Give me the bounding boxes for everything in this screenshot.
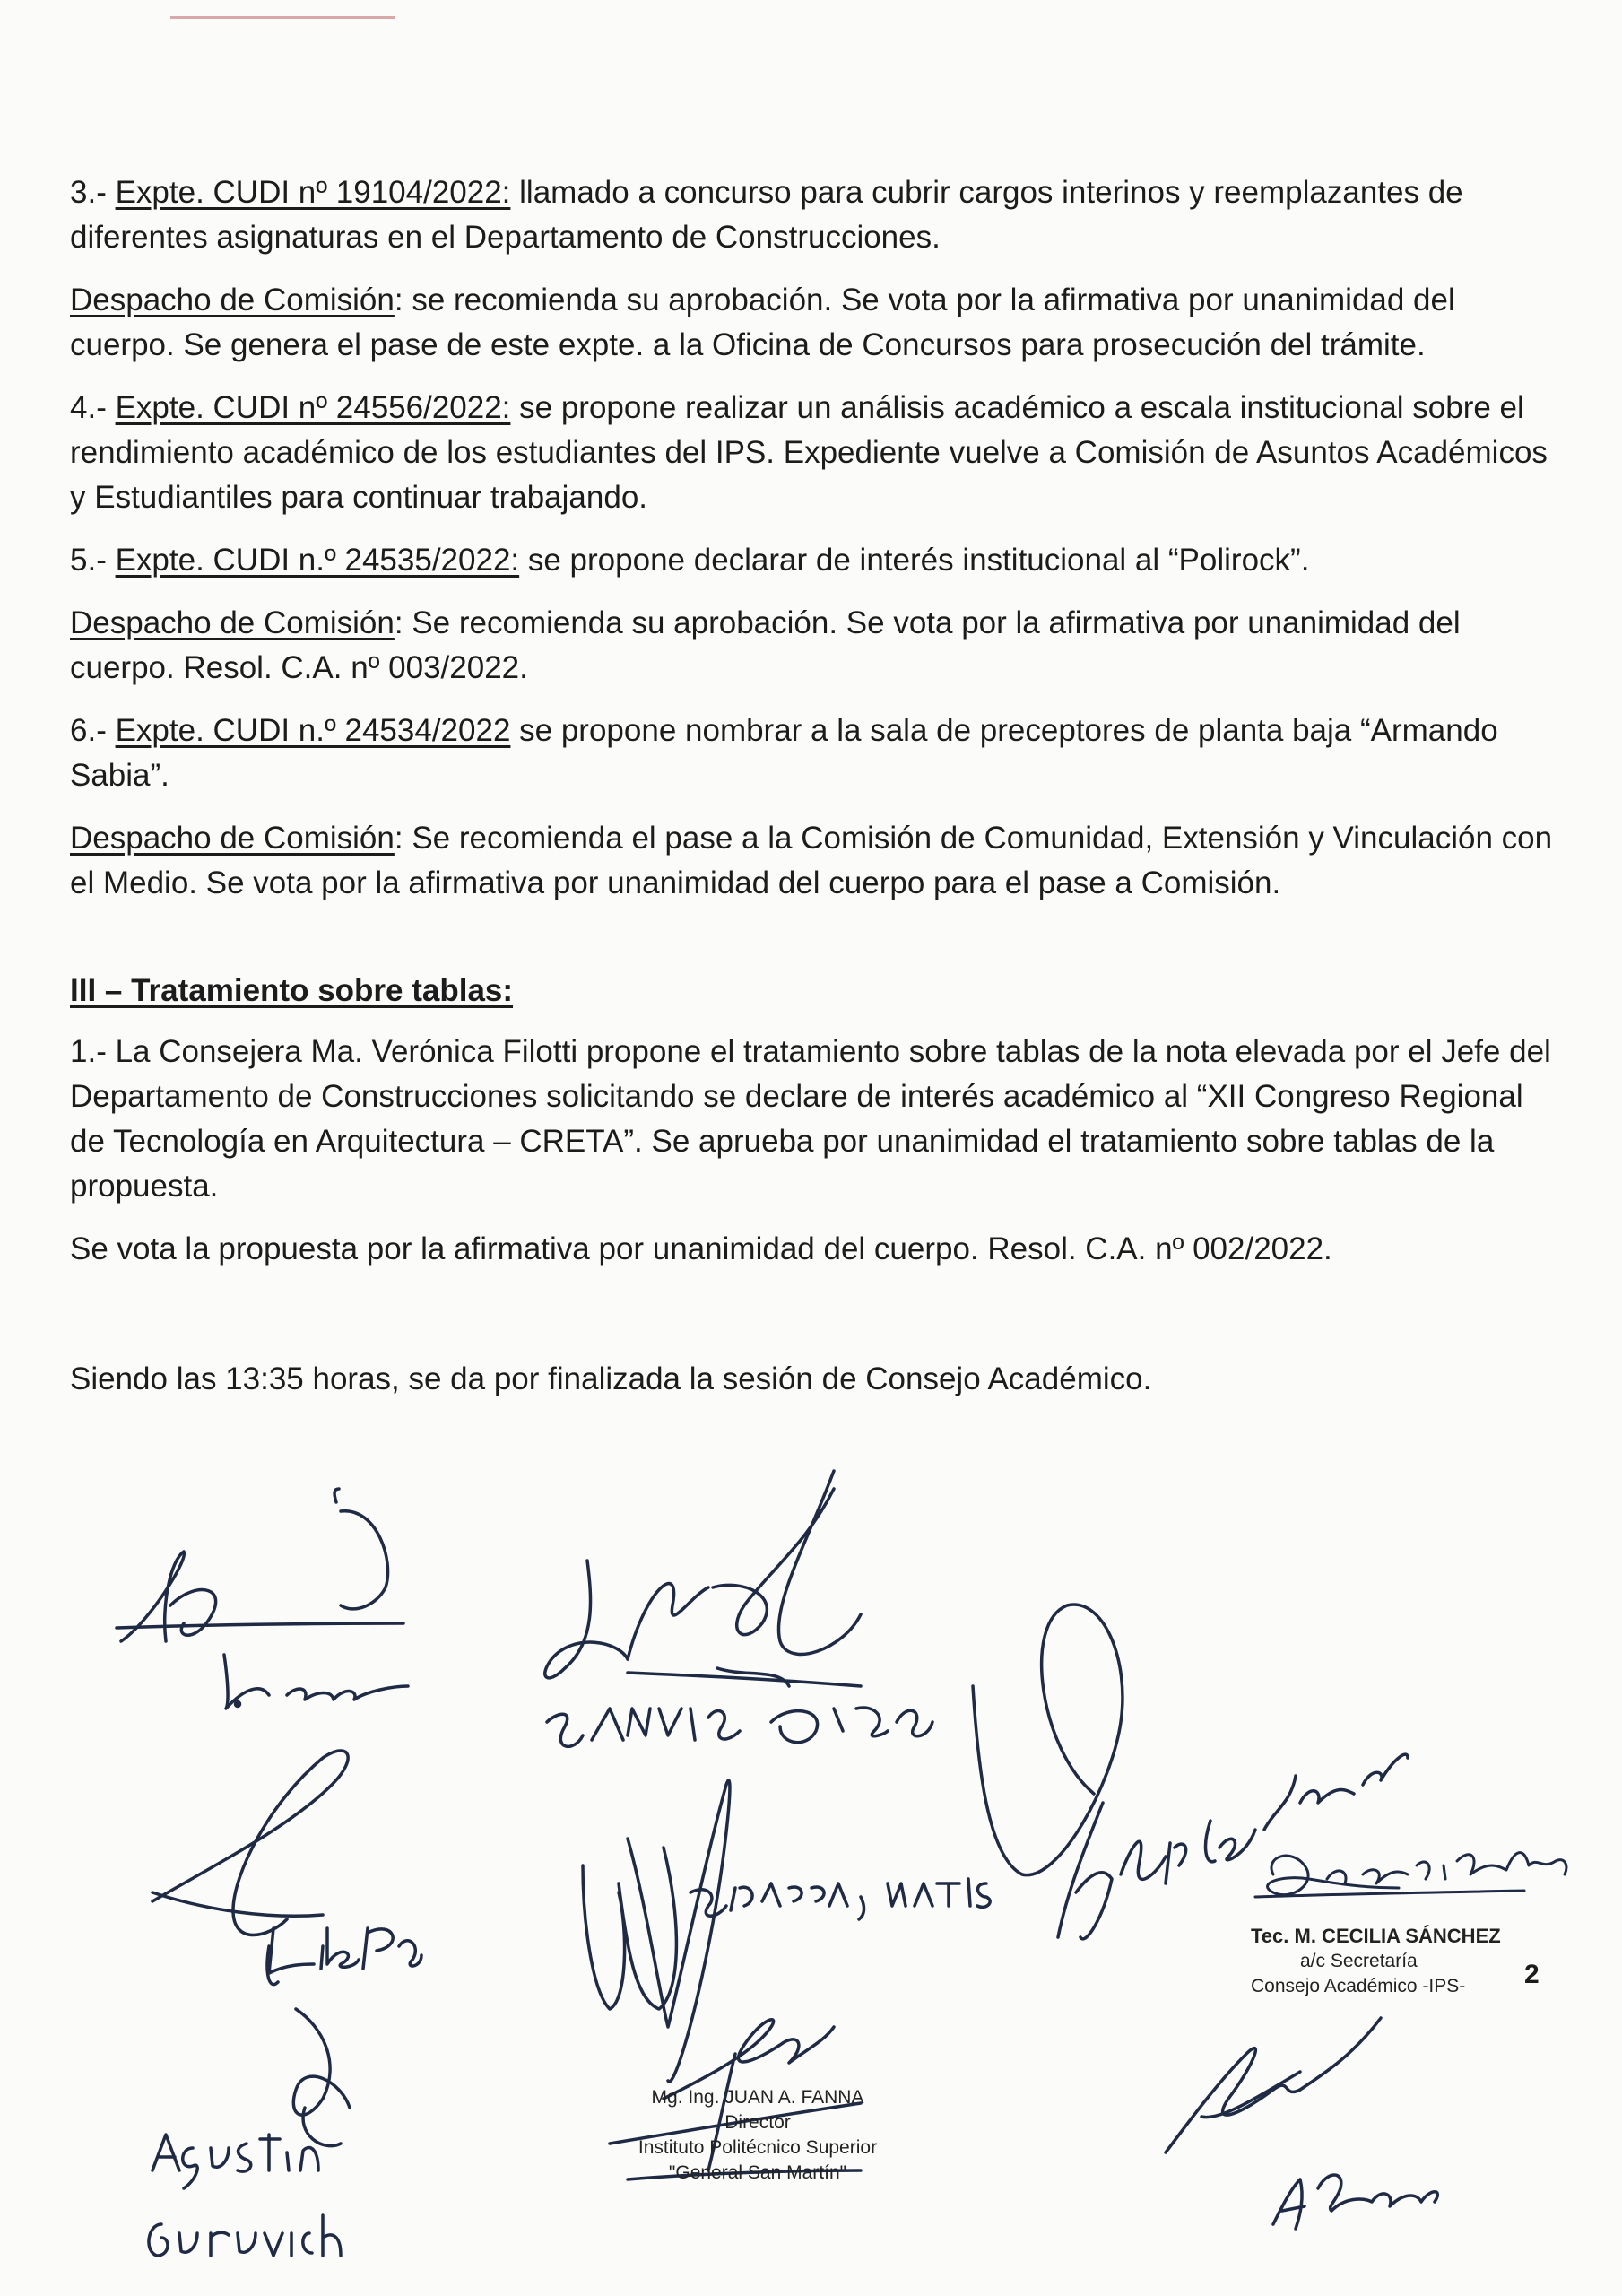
stamp-secretaria — [1251, 1924, 1501, 1999]
stamp-line: Mg. Ing. JUAN A. FANNA — [651, 2087, 864, 2108]
despacho-5: Despacho de Comisión: Se recomienda su aprobación. Se vota por la afirmativa por unanimidad del cuerpo. Resol. C.A. nº 003/2022. — [70, 605, 1461, 685]
expediente-ref: Expte. CUDI nº 24556/2022: — [115, 390, 511, 425]
expediente-ref: Expte. CUDI n.º 24535/2022: — [115, 543, 520, 578]
signature-sanchez-diego — [545, 1471, 932, 1746]
item-5: 5.- Expte. CUDI n.º 24535/2022: se propone declarar de interés institucional al “Polirock”. — [70, 543, 1310, 578]
stamp-line: "General San Martín" — [668, 2162, 847, 2183]
section3-item-1: 1.- La Consejera Ma. Verónica Filotti propone el tratamiento sobre tablas de la nota elevada por el Jefe del Departamento de Construcciones solicitando se declare de interés académico al “XII Congreso Regional de Tecnología en Arquitectura – CRETA”. Se aprueba por unanimidad el tratamiento sobre tablas de la propuesta. — [70, 1034, 1551, 1204]
page-number: 2 — [1524, 1960, 1540, 1989]
despacho-label: Despacho de Comisión — [70, 605, 395, 640]
signature-ramis — [117, 1489, 408, 1718]
despacho-label: Despacho de Comisión — [70, 283, 395, 317]
stamp-line: Instituto Politécnico Superior — [638, 2137, 878, 2158]
signature-lila — [152, 1751, 421, 1985]
top-red-rule — [170, 16, 395, 19]
item-4: 4.- Expte. CUDI nº 24556/2022: se propone realizar un análisis académico a escala institucional sobre el rendimiento académico de los estudiantes del IPS. Expediente vuelve a Comisión de Asuntos Académicos y Estudiantiles para continuar trabajando. — [70, 390, 1548, 515]
stamp-line: Director — [724, 2112, 791, 2133]
item-6: 6.- Expte. CUDI n.º 24534/2022 se propone nombrar a la sala de preceptores de planta baja “Armando Sabia”. — [70, 713, 1498, 793]
despacho-3: Despacho de Comisión: se recomienda su aprobación. Se vota por la afirmativa por unanimidad del cuerpo. Se genera el pase de este expte. a la Oficina de Concursos para prosecución del trámite. — [70, 283, 1455, 362]
signature-cecilia — [1255, 1853, 1566, 1897]
item-3: 3.- Expte. CUDI nº 19104/2022: llamado a concurso para cubrir cargos interinos y reemplazantes de diferentes asignaturas en el Departamento de Construcciones. — [70, 175, 1463, 255]
signature-ravein — [1166, 2018, 1437, 2229]
signature-filotti — [973, 1605, 1408, 1939]
signature-agustin — [149, 2009, 350, 2256]
stamp-line: Tec. M. CECILIA SÁNCHEZ — [1251, 1925, 1501, 1947]
expediente-ref: Expte. CUDI n.º 24534/2022 — [115, 713, 511, 748]
despacho-label: Despacho de Comisión — [70, 821, 395, 856]
signature-grappa — [583, 1780, 990, 2082]
stamp-director — [610, 2085, 906, 2186]
document-body — [70, 170, 1558, 1420]
stamp-line: Consejo Académico -IPS- — [1251, 1976, 1466, 1996]
despacho-6: Despacho de Comisión: Se recomienda el pase a la Comisión de Comunidad, Extensión y Vinculación con el Medio. Se vota por la afirmativa por unanimidad del cuerpo para el pase a Comisión. — [70, 821, 1553, 900]
stamp-line: a/c Secretaría — [1300, 1951, 1418, 1971]
expediente-ref: Expte. CUDI nº 19104/2022: — [115, 175, 511, 210]
section-title: III – Tratamiento sobre tablas: — [70, 973, 514, 1008]
closing-statement: Siendo las 13:35 horas, se da por finalizada la sesión de Consejo Académico. — [70, 1361, 1152, 1396]
section3-vote: Se vota la propuesta por la afirmativa por unanimidad del cuerpo. Resol. C.A. nº 002/2022. — [70, 1231, 1332, 1266]
